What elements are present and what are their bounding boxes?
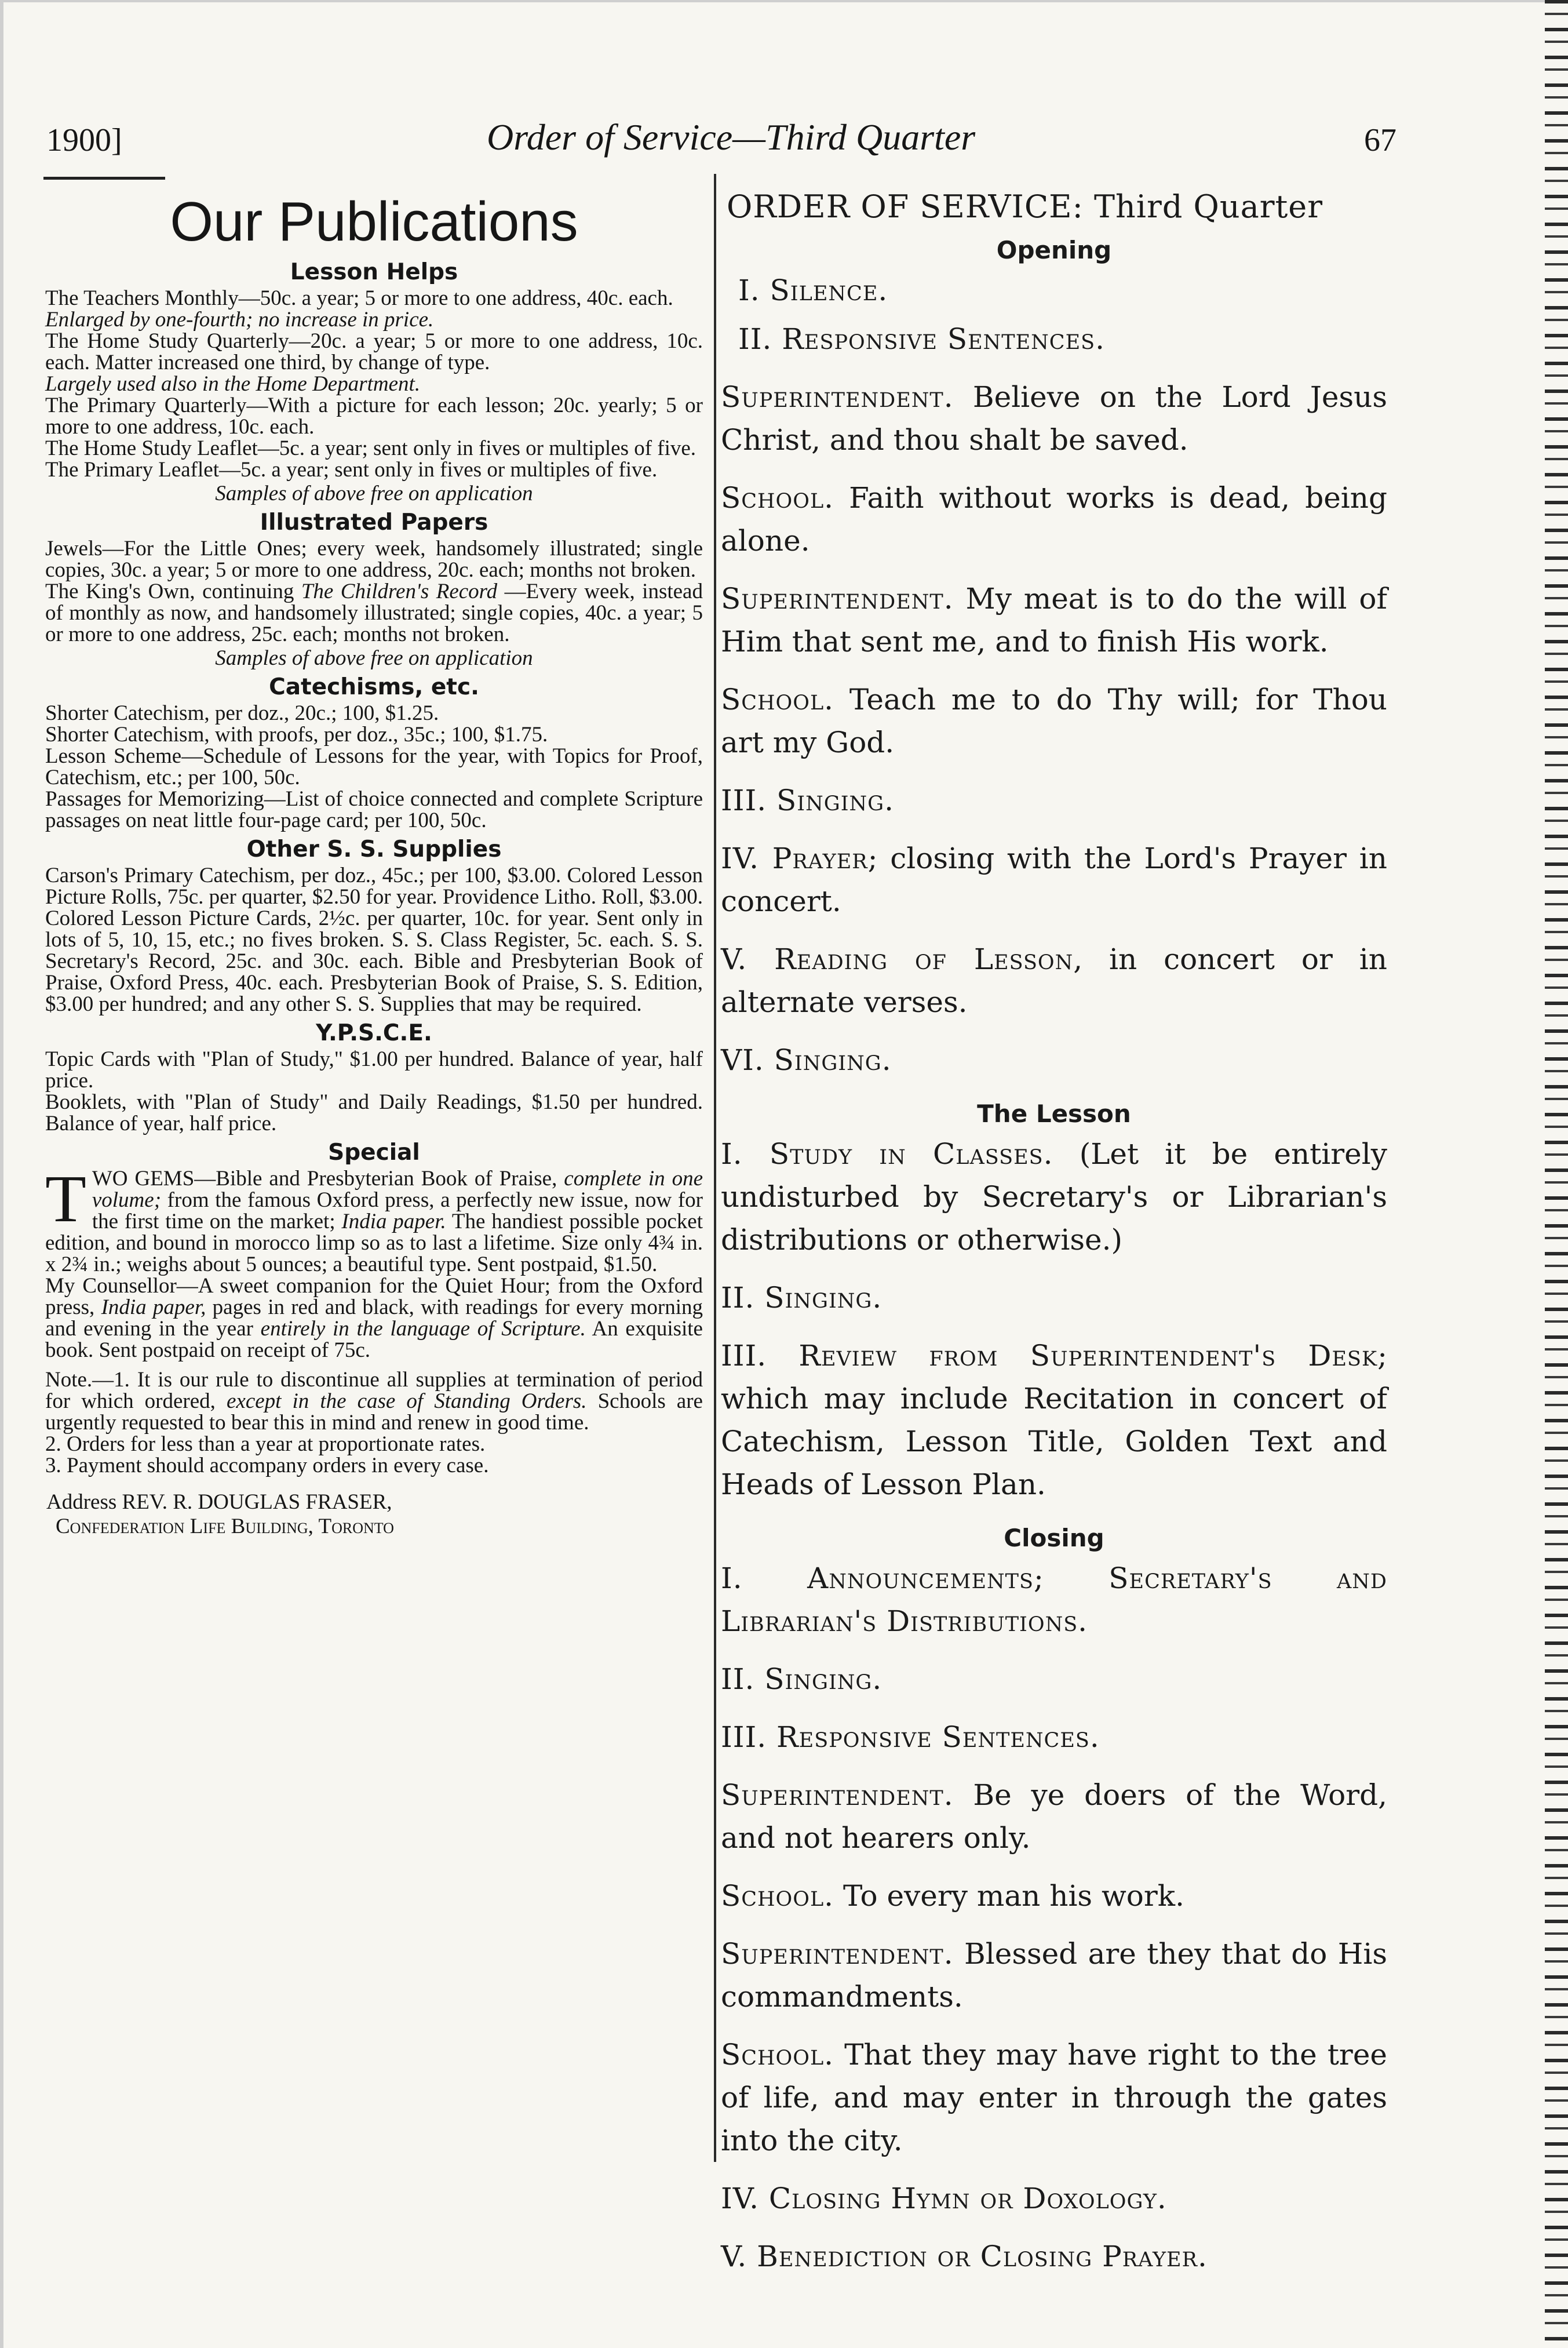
header-rule xyxy=(43,177,165,180)
role-superintendent: Superintendent. xyxy=(721,1778,954,1812)
kings-own-text-c: —Every week, instead of monthly as now, and handsomely illustrated; single copies, 40c. a year; 5 or more to one address, 25c. each; months not broken. xyxy=(45,580,703,646)
item-two-gems xyxy=(45,1162,703,1276)
scan-edge-top xyxy=(0,0,1568,2)
role-school: School. xyxy=(721,2038,834,2072)
kings-own-text-a: The King's Own, continuing xyxy=(45,580,301,603)
item-primary-leaflet: The Primary Leaflet—5c. a year; sent only in fives or multiples of five. xyxy=(45,458,658,482)
lesson-review xyxy=(721,1334,1387,1506)
item-home-study-leaflet: The Home Study Leaflet—5c. a year; sent only in fives or multiples of five. xyxy=(45,436,697,460)
page-number: 67 xyxy=(1364,122,1396,158)
closing-singing: II. Singing. xyxy=(721,1662,883,1696)
two-gems-b: complete in one volume; xyxy=(92,1167,703,1212)
closing-sentence-2 xyxy=(721,1874,1387,1917)
note-teachers-monthly: Enlarged by one-fourth; no increase in price. xyxy=(45,308,434,332)
role-superintendent: Superintendent. xyxy=(721,380,954,414)
opening-sentence-3 xyxy=(721,577,1387,663)
scan-edge-left xyxy=(0,0,3,2348)
item-passages-memorizing: Passages for Memorizing—List of choice connected and complete Scripture passages on neat little four-page card; per 100, 50c. xyxy=(45,787,703,832)
role-school: School. xyxy=(721,683,834,716)
address-line-2: Confederation Life Building, Toronto xyxy=(56,1515,394,1538)
sentence-text: Teach me to do Thy will; for Thou art my God. xyxy=(721,683,1387,759)
item-jewels: Jewels—For the Little Ones; every week, handsomely illustrated; single copies, 30c. a year; 5 or more to one address, 20c. each; months not broken. xyxy=(45,537,703,582)
note-b: except in the case of Standing Orders. xyxy=(226,1389,587,1413)
note-payment: 3. Payment should accompany orders in every case. xyxy=(45,1454,489,1477)
opening-silence: I. Silence. xyxy=(738,274,888,307)
drop-cap: T xyxy=(45,1162,86,1236)
section-heading-catechisms: Catechisms, etc. xyxy=(269,674,479,700)
running-header xyxy=(46,116,1396,168)
sentence-text: My meat is to do the will of Him that sent me, and to finish His work. xyxy=(721,582,1387,658)
role-superintendent: Superintendent. xyxy=(721,582,954,616)
section-heading-illustrated-papers: Illustrated Papers xyxy=(260,509,488,536)
section-heading-closing: Closing xyxy=(1004,1524,1104,1552)
item-teachers-monthly: The Teachers Monthly—50c. a year; 5 or more to one address, 40c. each. xyxy=(45,286,673,310)
review-label: III. Review from Superintendent's Desk xyxy=(721,1339,1378,1373)
header-year: 1900] xyxy=(46,122,122,158)
samples-note-2: Samples of above free on application xyxy=(215,646,533,670)
lesson-singing: II. Singing. xyxy=(721,1281,883,1315)
study-label: I. Study in Classes. xyxy=(721,1137,1053,1171)
prayer-label: IV. Prayer xyxy=(721,842,868,875)
note-proportionate: 2. Orders for less than a year at proportionate rates. xyxy=(45,1432,486,1456)
item-booklets: Booklets, with "Plan of Study" and Daily Readings, $1.50 per hundred. Balance of year, half price. xyxy=(45,1090,703,1135)
counsellor-d: entirely in the language of Scripture. xyxy=(260,1317,586,1341)
item-supplies-list: Carson's Primary Catechism, per doz., 45c.; per 100, $3.00. Colored Lesson Picture Rolls, 75c. per quarter, $2.50 for year. Providence Litho. Roll, $3.00. Colored Lesson Picture Cards, 2½c. per quarter, 10c. for year. Sent only in lots of 5, 10, 15, etc.; no fives broken. S. S. Class Register, 5c. each. S. S. Secretary's Record, 25c. and 30c. each. Bible and Presbyterian Book of Praise, Oxford Press, 40c. each. Presbyterian Book of Praise, S. S. Edition, $3.00 per hundred; and any other S. S. Supplies that may be required. xyxy=(45,864,703,1016)
opening-reading xyxy=(721,938,1387,1024)
role-superintendent: Superintendent. xyxy=(721,1937,954,1971)
sentence-text: Be ye doers of the Word, and not hearers only. xyxy=(721,1778,1387,1855)
reading-text: , in concert or in alternate verses. xyxy=(721,942,1387,1019)
sentence-text: Faith without works is dead, being alone. xyxy=(721,481,1387,558)
note-a: Note.—1. It is our rule to discontinue all supplies at termination of period for which ordered, xyxy=(45,1368,703,1413)
item-my-counsellor xyxy=(45,1275,703,1361)
section-heading-special: Special xyxy=(328,1140,420,1166)
closing-sentence-4 xyxy=(721,2033,1387,2162)
item-lesson-scheme: Lesson Scheme—Schedule of Lessons for the year, with Topics for Proof, Catechism, etc.; per 100, 50c. xyxy=(45,744,703,789)
reading-label: V. Reading of Lesson xyxy=(721,942,1074,976)
address-line-1: Address REV. R. DOUGLAS FRASER, xyxy=(46,1490,392,1514)
samples-note-1: Samples of above free on application xyxy=(215,482,533,505)
header-title: Order of Service—Third Quarter xyxy=(487,117,976,158)
opening-singing: III. Singing. xyxy=(721,784,895,817)
two-gems-a: WO GEMS—Bible and Presbyterian Book of Praise, xyxy=(92,1167,564,1191)
item-shorter-catechism-proofs: Shorter Catechism, with proofs, per doz., 35c.; 100, $1.75. xyxy=(45,723,548,747)
note-home-study-quarterly: Largely used also in the Home Department. xyxy=(45,372,421,396)
opening-singing-2: VI. Singing. xyxy=(721,1043,892,1077)
opening-sentence-2 xyxy=(721,476,1387,562)
sentence-text: Blessed are they that do His commandments. xyxy=(721,1937,1387,2014)
sentence-text: To every man his work. xyxy=(834,1879,1184,1913)
column-divider xyxy=(714,174,716,2162)
two-gems-d: India paper. xyxy=(341,1210,446,1233)
item-shorter-catechism: Shorter Catechism, per doz., 20c.; 100, $1.25. xyxy=(45,701,439,725)
closing-announcements: I. Announcements; Secretary's and Librarian's Distributions. xyxy=(721,1561,1387,1638)
lesson-study xyxy=(721,1133,1387,1261)
sentence-text: Believe on the Lord Jesus Christ, and thou shalt be saved. xyxy=(721,380,1387,457)
section-heading-supplies: Other S. S. Supplies xyxy=(246,836,502,862)
study-text: (Let it be entirely undisturbed by Secretary's or Librarian's distributions or otherwise.) xyxy=(721,1137,1387,1257)
sentence-text: That they may have right to the tree of life, and may enter in through the gates into the city. xyxy=(721,2038,1387,2157)
two-gems-c: from the famous Oxford press, a perfectly new issue, now for the first time on the market; xyxy=(92,1188,703,1233)
item-topic-cards: Topic Cards with "Plan of Study," $1.00 per hundred. Balance of year, half price. xyxy=(45,1047,703,1093)
order-of-service-title: ORDER OF SERVICE: Third Quarter xyxy=(727,188,1323,225)
counsellor-e: An exquisite book. Sent postpaid on receipt of 75c. xyxy=(45,1317,703,1362)
section-heading-ypsce: Y.P.S.C.E. xyxy=(316,1020,432,1046)
scan-edge-binding xyxy=(1545,0,1568,2348)
counsellor-b: India paper, xyxy=(101,1295,206,1319)
closing-benediction: V. Benediction or Closing Prayer. xyxy=(721,2240,1208,2273)
item-home-study-quarterly: The Home Study Quarterly—20c. a year; 5 or more to one address, 10c. each. Matter increased one third, by change of type. xyxy=(45,329,703,374)
special-two-gems xyxy=(45,1162,703,1276)
role-school: School. xyxy=(721,1879,834,1913)
opening-prayer xyxy=(721,837,1387,923)
item-primary-quarterly: The Primary Quarterly—With a picture for each lesson; 20c. yearly; 5 or more to one address, 10c. each. xyxy=(45,394,703,439)
note-discontinue xyxy=(45,1369,703,1433)
counsellor-a: My Counsellor—A sweet companion for the Quiet Hour; from the Oxford press, xyxy=(45,1274,703,1319)
closing-hymn: IV. Closing Hymn or Doxology. xyxy=(721,2182,1167,2215)
publications-column xyxy=(45,185,703,1539)
section-heading-opening: Opening xyxy=(996,236,1112,264)
closing-sentence-1 xyxy=(721,1774,1387,1859)
section-heading-lesson-helps: Lesson Helps xyxy=(290,259,458,285)
two-gems-e: The handiest possible pocket edition, and bound in morocco limp so as to last a lifetime. Size only 4¾ in. x 2¾ in.; weighs about 5 ounces; a beautiful type. Sent postpaid, $1.50. xyxy=(45,1210,703,1276)
publications-title: Our Publications xyxy=(170,191,578,253)
prayer-text: ; closing with the Lord's Prayer in concert. xyxy=(721,842,1387,918)
closing-sentence-3 xyxy=(721,1932,1387,2018)
item-kings-own xyxy=(45,581,703,645)
address-block xyxy=(45,1490,703,1539)
review-text: ; which may include Recitation in concert of Catechism, Lesson Title, Golden Text and Heads of Lesson Plan. xyxy=(721,1339,1387,1501)
section-heading-lesson: The Lesson xyxy=(977,1100,1131,1128)
role-school: School. xyxy=(721,481,834,515)
order-of-service-column xyxy=(721,185,1387,2293)
opening-responsive: II. Responsive Sentences. xyxy=(738,322,1105,356)
counsellor-c: pages in red and black, with readings for every morning and evening in the year xyxy=(45,1295,703,1341)
kings-own-text-b: The Children's Record xyxy=(301,580,498,603)
opening-sentence-4 xyxy=(721,678,1387,764)
closing-responsive: III. Responsive Sentences. xyxy=(721,1720,1100,1754)
opening-sentence-1 xyxy=(721,376,1387,461)
note-c: Schools are urgently requested to bear this in mind and renew in good time. xyxy=(45,1389,703,1435)
